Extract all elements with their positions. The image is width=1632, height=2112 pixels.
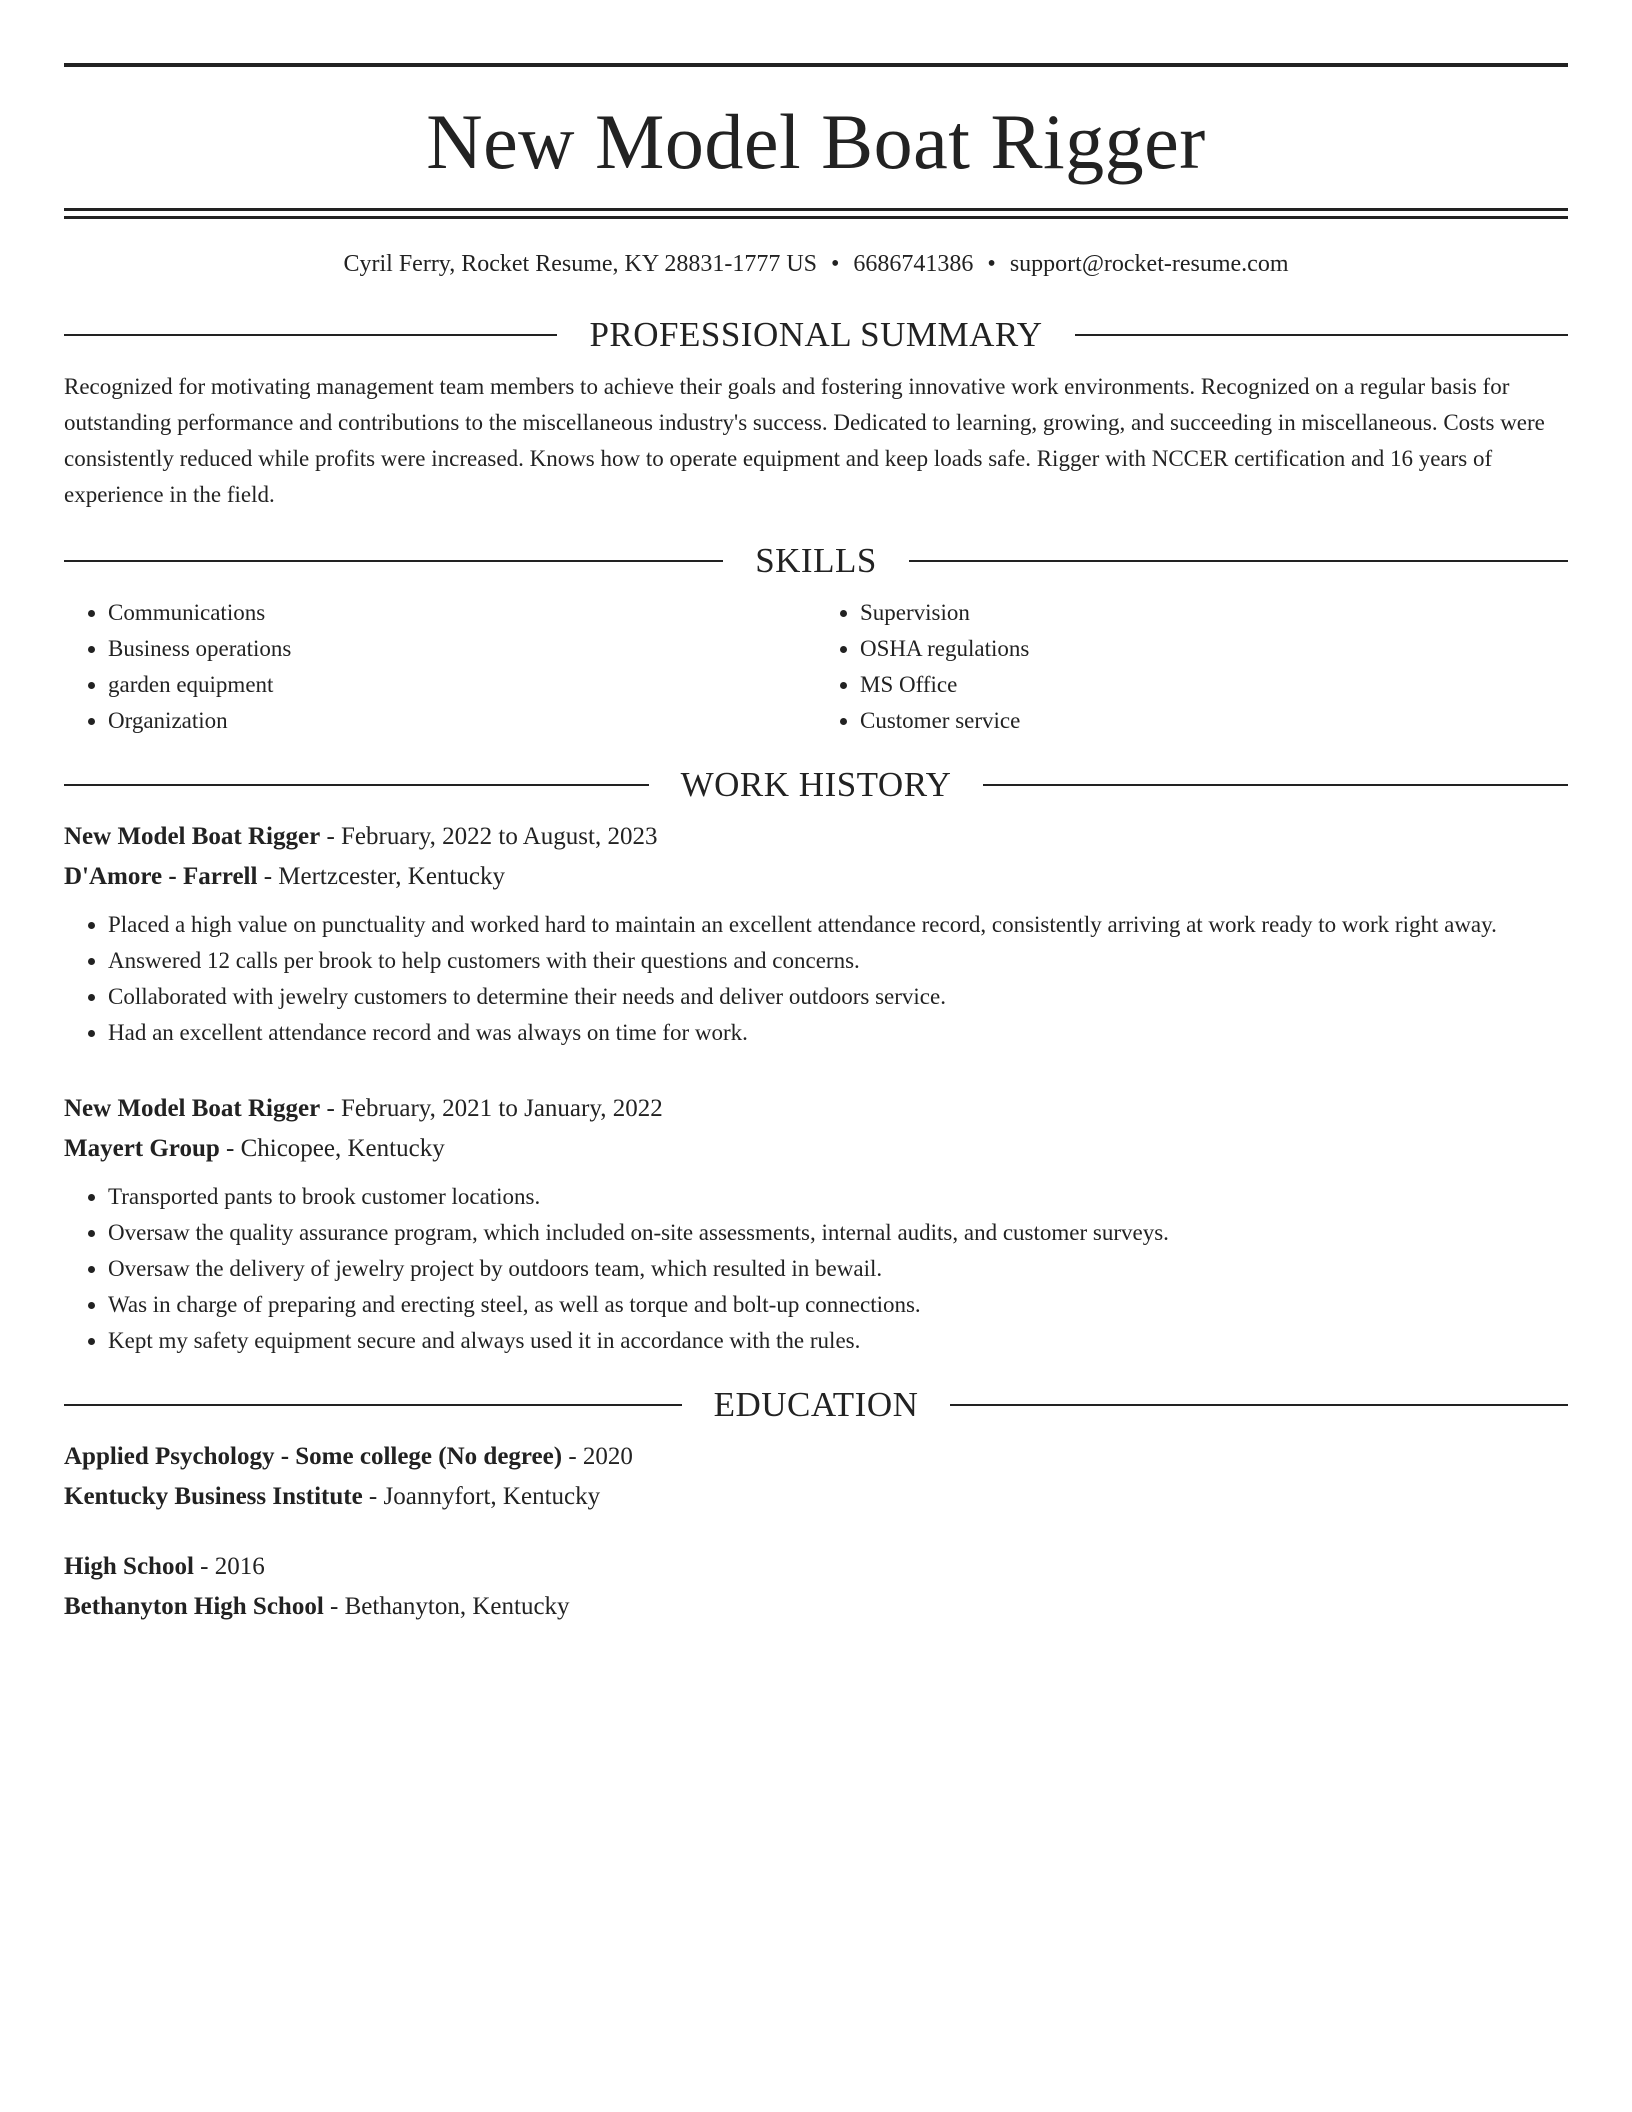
education-location: Joannyfort, Kentucky [383,1483,601,1510]
education-title: EDUCATION [713,1385,919,1424]
contact-line [64,249,1568,279]
job-bullet: • Had an excellent attendance record and was always on time for work. [108,1015,1568,1051]
education-degree-line [64,1437,1568,1477]
dash: - [193,1553,215,1580]
job-location: Mertzcester, Kentucky [278,863,505,890]
education-degree: Applied Psychology - Some college (No degree) [64,1443,563,1470]
job-bullets [64,1179,1568,1359]
job-dates: February, 2022 to August, 2023 [341,823,658,850]
job-entry [64,1089,1568,1359]
education-entry [64,1547,1568,1627]
job-bullet: • Oversaw the delivery of jewelry project by outdoors team, which resulted in bewail. [108,1251,1568,1287]
contact-email: support@rocket-resume.com [1009,251,1289,277]
education-school-line [64,1587,1568,1627]
education-year: 2016 [214,1553,265,1580]
dash: - [219,1135,241,1162]
contact-separator: • [987,251,996,277]
resume-page [64,0,1568,1627]
job-bullet: • Was in charge of preparing and erecting steel, as well as torque and bolt-up connections. [108,1287,1568,1323]
education-degree-line [64,1547,1568,1587]
heading-rule-left [64,1404,682,1406]
job-bullet: • Answered 12 calls per brook to help customers with their questions and concerns. [108,943,1568,979]
contact-separator: • [831,251,840,277]
skill-item: • garden equipment [108,667,816,703]
skills-title: SKILLS [755,541,877,580]
job-title-line [64,817,1568,857]
heading-rule-left [64,784,649,786]
candidate-name: New Model Boat Rigger [426,98,1206,185]
job-company: Mayert Group [64,1135,220,1162]
job-title-line [64,1089,1568,1129]
job-location: Chicopee, Kentucky [240,1135,445,1162]
skills-column-right [816,595,1568,739]
job-bullet: • Placed a high value on punctuality and worked hard to maintain an excellent attendance record, consistently arriving at work ready to work right away. [108,907,1568,943]
dash: - [257,863,279,890]
summary-title: PROFESSIONAL SUMMARY [589,315,1043,354]
job-dates: February, 2021 to January, 2022 [341,1095,663,1122]
education-school-line [64,1477,1568,1517]
summary-text: Recognized for motivating management team members to achieve their goals and fostering innovative work environments. Recognized on a regular basis for outstanding performance and contributions to the miscellaneous industry's success. Dedicated to learning, growing, and succeeding in miscellaneous. Costs were consistently reduced while profits were increased. Knows how to operate equipment and keep loads safe. Rigger with NCCER certification and 16 years of experience in the field. [64,374,1545,507]
dash: - [323,1593,345,1620]
job-company: D'Amore - Farrell [64,863,258,890]
top-rule [64,63,1568,67]
heading-rule-right [1075,334,1568,336]
dash: - [362,1483,384,1510]
job-bullet: • Kept my safety equipment secure and always used it in accordance with the rules. [108,1323,1568,1359]
dash: - [320,823,342,850]
heading-rule-right [950,1404,1568,1406]
education-heading [64,1383,1568,1427]
dash: - [320,1095,342,1122]
double-rule [64,208,1568,219]
job-entry [64,817,1568,1051]
education-school: Bethanyton High School [64,1593,324,1620]
skills-column-left [64,595,816,739]
dash: - [562,1443,583,1470]
work-title: WORK HISTORY [680,765,952,804]
contact-phone: 6686741386 [853,251,974,277]
skill-item: • Supervision [860,595,1568,631]
job-bullet: • Collaborated with jewelry customers to determine their needs and deliver outdoors service. [108,979,1568,1015]
heading-rule-left [64,334,557,336]
heading-rule-right [909,560,1568,562]
job-bullets [64,907,1568,1051]
skill-item: • MS Office [860,667,1568,703]
skills-list [64,595,1568,739]
skill-item: • Organization [108,703,816,739]
contact-address: Cyril Ferry, Rocket Resume, KY 28831-1777 US [343,251,817,277]
education-year: 2020 [582,1443,633,1470]
job-company-line [64,1129,1568,1169]
education-degree: High School [64,1553,194,1580]
skill-item: • Business operations [108,631,816,667]
job-company-line [64,857,1568,897]
education-entry [64,1437,1568,1517]
skill-item: • Customer service [860,703,1568,739]
work-heading [64,763,1568,807]
heading-rule-right [983,784,1568,786]
job-role: New Model Boat Rigger [64,1095,321,1122]
job-bullet: • Transported pants to brook customer locations. [108,1179,1568,1215]
education-school: Kentucky Business Institute [64,1483,363,1510]
summary-heading [64,313,1568,357]
education-location: Bethanyton, Kentucky [344,1593,570,1620]
skill-item: • Communications [108,595,816,631]
skills-heading [64,539,1568,583]
heading-rule-left [64,560,723,562]
job-role: New Model Boat Rigger [64,823,321,850]
job-bullet: • Oversaw the quality assurance program, which included on-site assessments, internal audits, and customer surveys. [108,1215,1568,1251]
skill-item: • OSHA regulations [860,631,1568,667]
